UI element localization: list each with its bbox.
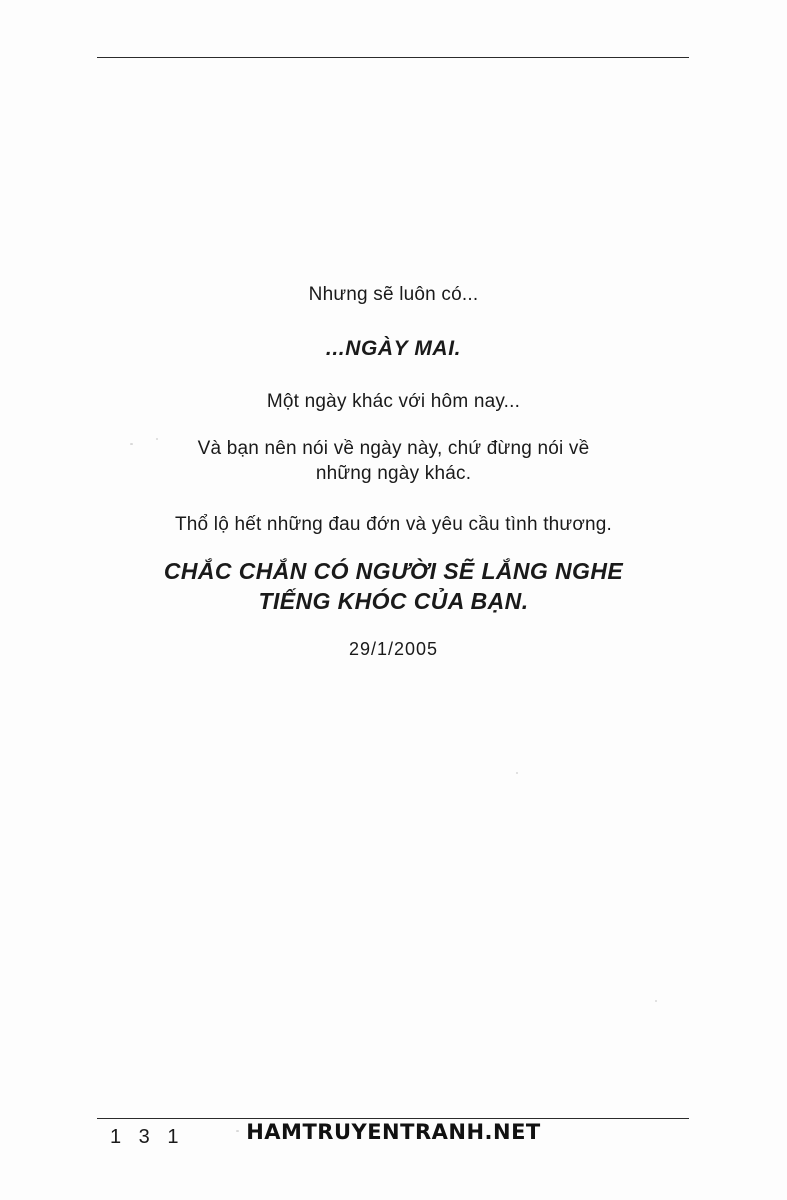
text-line-6: Thổ lộ hết những đau đớn và yêu cầu tình thương. — [174, 514, 613, 536]
paper-speck — [655, 1000, 657, 1002]
text-line-tomorrow: ...NGÀY MAI. — [325, 337, 462, 361]
bottom-divider-rule — [97, 1118, 689, 1119]
text-line-date: 29/1/2005 — [348, 638, 439, 659]
text-line-1: Nhưng sẽ luôn có... — [308, 284, 479, 305]
text-line-shout-1: CHẮC CHẮN CÓ NGƯỜI SẼ LẮNG NGHE — [163, 558, 624, 585]
spacer — [0, 486, 787, 512]
page-number: 1 3 1 — [110, 1126, 185, 1148]
spacer — [0, 307, 787, 335]
spacer — [0, 363, 787, 389]
text-line-4: Và bạn nên nói về ngày này, chứ đừng nói về — [197, 437, 590, 459]
site-watermark: HAMTRUYENTRANH.NET — [246, 1120, 541, 1144]
spacer — [0, 616, 787, 638]
page-text-block — [0, 282, 787, 662]
text-line-5: những ngày khác. — [315, 462, 472, 484]
spacer — [0, 414, 787, 436]
text-line-3: Một ngày khác với hôm nay... — [266, 390, 521, 412]
paper-speck — [516, 772, 518, 774]
text-line-shout-2: TIẾNG KHÓC CỦA BẠN. — [258, 587, 529, 614]
top-divider-rule — [97, 57, 689, 58]
spacer — [0, 537, 787, 557]
